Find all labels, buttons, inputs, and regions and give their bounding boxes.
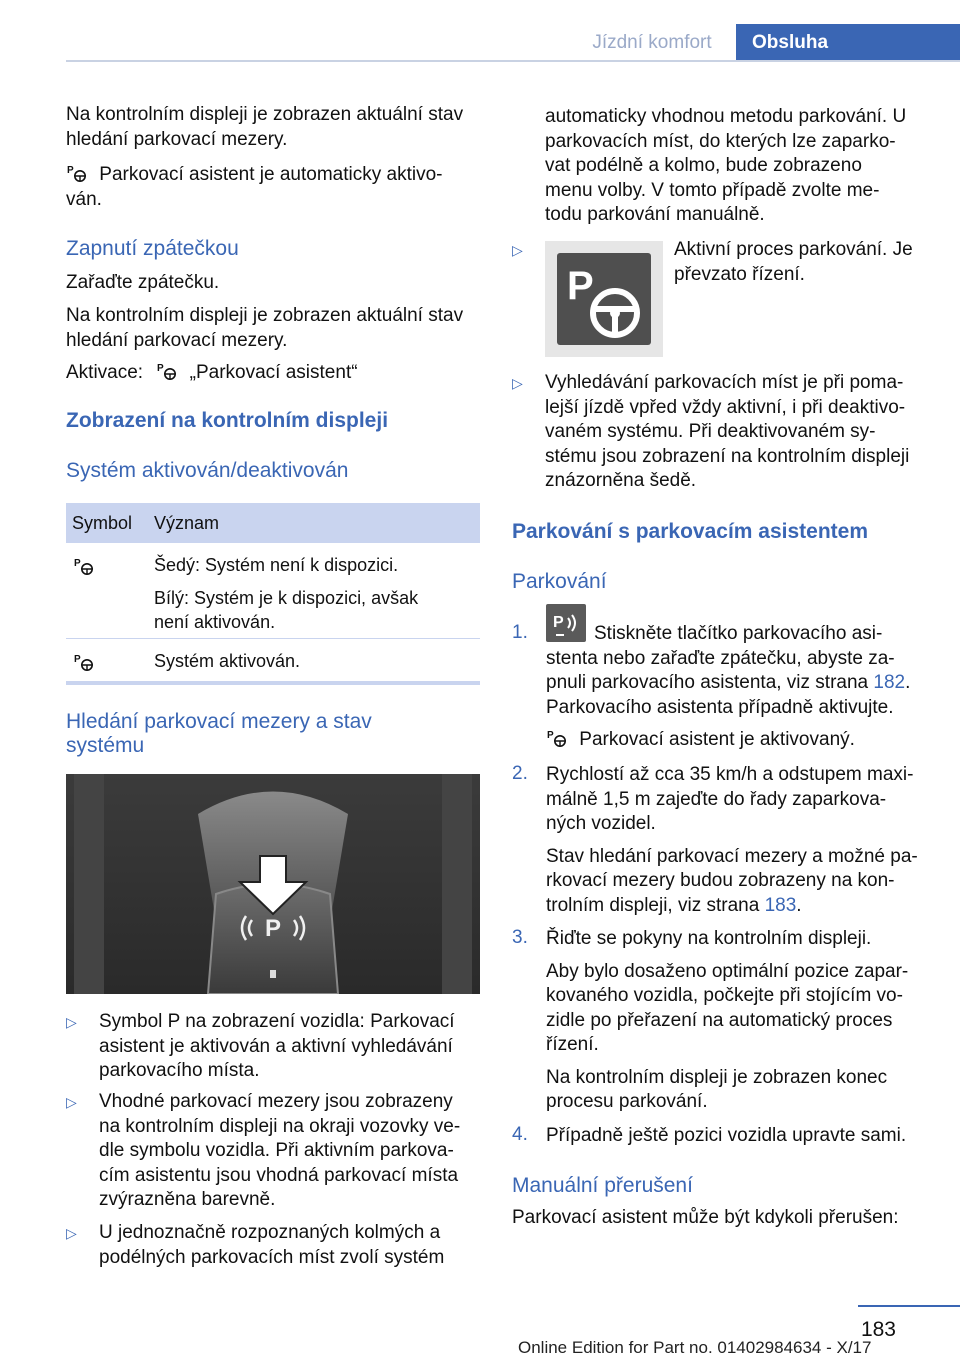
footer-edition: Online Edition for Part no. 01402984634 - X/17 — [518, 1338, 872, 1357]
text-line: Případně ještě pozici vozidla upravte sami. — [546, 1125, 907, 1146]
arrow-icon: ▷ — [66, 1225, 77, 1241]
text-line: asistent je aktivován a aktivní vyhledávání — [99, 1035, 453, 1057]
heading-reverse: Zapnutí zpátečkou — [66, 237, 239, 260]
parking-display-image — [66, 774, 480, 994]
text-line: vaném systému. Při deaktivovaném sy- — [545, 421, 876, 442]
text-line: Symbol P na zobrazení vozidla: Parkovací — [99, 1011, 455, 1032]
text-line: Na kontrolním displeji je zobrazen konec — [546, 1066, 888, 1088]
status-paragraph — [66, 103, 486, 152]
step-number: 4. — [512, 1124, 528, 1145]
text-line: Parkovací asistent je automaticky aktivo- — [99, 164, 443, 185]
text-line: dle symbolu vozidla. Při aktivním parkova- — [99, 1140, 454, 1161]
parking-assist-icon[interactable] — [156, 361, 178, 381]
list-item — [66, 1090, 486, 1221]
text-line: Stav hledání parkovací mezery a možné pa- — [546, 845, 918, 867]
text-line: Parkovacího asistenta případně aktivujte. — [546, 696, 894, 718]
heading-manual: Manuální přerušení — [512, 1174, 693, 1197]
text-line: Hledání parkovací mezery a stav — [66, 710, 372, 733]
text-line: ných vozidel. — [546, 813, 656, 834]
text-line: parkovacího místa. — [99, 1060, 260, 1081]
column-symbol: Symbol — [72, 513, 133, 533]
text-line: Řiďte se pokyny na kontrolním displeji. — [546, 928, 872, 949]
step-number: 3. — [512, 927, 528, 948]
svg-text:P: P — [67, 165, 74, 176]
svg-text:P: P — [567, 264, 594, 308]
heading-system: Systém aktivován/deaktivován — [66, 459, 349, 482]
text-line: není aktivován. — [154, 612, 276, 632]
text-line: menu volby. V tomto případě zvolte me- — [545, 179, 880, 201]
heading-parking: Parkování — [512, 570, 607, 593]
heading-search — [66, 710, 486, 758]
text-line: Aktivní proces parkování. Je — [674, 239, 913, 260]
text-line: zvýrazněna barevně. — [99, 1189, 276, 1210]
svg-text:P: P — [547, 730, 554, 741]
text-line: Parkovací asistent je aktivovaný. — [579, 729, 855, 750]
text-line: Na kontrolním displeji je zobrazen aktuální stav — [66, 104, 464, 125]
activation-line — [66, 361, 358, 386]
text-line: znázorněna šedě. — [545, 470, 697, 491]
text-line: Vyhledávání parkovacích míst je při poma- — [545, 372, 904, 393]
list-item — [66, 1221, 486, 1276]
tab-jizdni-komfort[interactable]: Jízdní komfort — [592, 32, 712, 53]
parking-assist-icon — [66, 163, 88, 183]
text-line: systému — [66, 734, 145, 757]
text-line: málně 1,5 m zajeďte do řady zaparkova- — [546, 788, 887, 810]
svg-text:P: P — [157, 363, 165, 374]
text-line: automaticky vhodnou metodu parkování. U — [545, 106, 907, 127]
page-link-183[interactable]: 183 — [764, 894, 797, 916]
text-line: Vhodné parkovací mezery jsou zobrazeny — [99, 1091, 453, 1112]
text-line: ván. — [66, 188, 102, 210]
table-cell: Systém aktivován. — [154, 651, 301, 671]
text-line: hledání parkovací mezery. — [66, 329, 288, 351]
text-line: cím asistentu jsou vhodná parkovací místa — [99, 1164, 459, 1186]
auto-active-paragraph — [66, 163, 486, 212]
step-number: 1. — [512, 622, 528, 643]
text-line: trolním displeji, viz strana — [546, 894, 765, 916]
text-line: pnuli parkovacího asistenta, viz strana — [546, 672, 874, 693]
text-line: parkovacích míst, do kterých lze zaparko- — [545, 130, 896, 152]
column-meaning: Význam — [154, 513, 220, 533]
arrow-icon: ▷ — [66, 1094, 77, 1110]
table-cell — [154, 553, 484, 635]
text-line: hledání parkovací mezery. — [66, 128, 288, 150]
activation-label: Aktivace: — [66, 362, 144, 383]
svg-text:P: P — [553, 614, 564, 631]
arrow-icon: ▷ — [512, 375, 523, 391]
text-line: stenta nebo zařaďte zpátečku, abyste za- — [546, 647, 895, 669]
text-line: Na kontrolním displeji je zobrazen aktuální stav — [66, 305, 464, 326]
text-line: zidle po přeřazení na automatický proces — [546, 1009, 893, 1031]
active-parking-steering-icon — [545, 241, 663, 357]
table-bottom-rule — [66, 681, 480, 685]
svg-text:P: P — [74, 558, 81, 569]
text-line: lejší jízdě vpřed vždy aktivní, i při deaktivo- — [545, 396, 906, 418]
text-line: převzato řízení. — [674, 263, 805, 285]
table-header — [66, 503, 480, 543]
list-item — [512, 238, 942, 358]
text-line: řízení. — [546, 1034, 599, 1055]
text-line: Šedý: Systém není k dispozici. — [154, 555, 399, 575]
bullet-list-left — [66, 1010, 486, 1276]
manual-paragraph: Parkovací asistent může být kdykoli přerušen: — [512, 1207, 899, 1228]
text-line: kovaného vozidla, počkejte při stojícím vo- — [546, 985, 903, 1006]
page-link-182[interactable]: 182 — [873, 672, 906, 693]
text-line: na kontrolním displeji na okraji vozovky ve- — [99, 1115, 461, 1137]
text-line: Rychlostí až cca 35 km/h a odstupem maxi- — [546, 764, 914, 785]
text-line: Aby bylo dosaženo optimální pozice zapar- — [546, 960, 909, 982]
text-line: podélných parkovacích míst zvolí systém — [99, 1246, 445, 1268]
heading-parking-assist: Parkování s parkovacím asistentem — [512, 520, 869, 543]
reverse-instruction: Zařaďte zpátečku. — [66, 272, 220, 293]
parking-assist-icon-active — [72, 652, 96, 672]
text-line: procesu parkování. — [546, 1091, 708, 1112]
text-line: Stiskněte tlačítko parkovacího asi- — [594, 623, 883, 644]
heading-display: Zobrazení na kontrolním displeji — [66, 409, 389, 432]
text-line: vat podélně a kolmo, bude zobrazeno — [545, 155, 862, 176]
tab-obsluha[interactable]: Obsluha — [736, 24, 960, 62]
text-line: stému jsou zobrazení na kontrolním displeji — [545, 445, 910, 467]
status-paragraph-2 — [66, 304, 486, 353]
text-line: todu parkování manuálně. — [545, 204, 765, 225]
text-line: Bílý: Systém je k dispozici, avšak — [154, 587, 419, 608]
continued-paragraph — [545, 105, 945, 228]
arrow-icon: ▷ — [512, 242, 523, 258]
car-p-symbol: P — [264, 915, 282, 942]
parking-assist-icon — [546, 728, 568, 748]
step-number: 2. — [512, 763, 528, 784]
table-divider — [66, 638, 480, 639]
list-item — [66, 1010, 486, 1090]
text-line: rkovací mezery budou zobrazeny na kon- — [546, 870, 895, 891]
activation-value: „Parkovací asistent“ — [189, 362, 358, 383]
header-rule — [66, 60, 960, 62]
footer-rule — [858, 1305, 960, 1307]
parking-assist-icon-grey — [72, 556, 96, 576]
text-line: U jednoznačně rozpoznaných kolmých a — [99, 1222, 441, 1243]
svg-text:P: P — [74, 654, 81, 665]
page-number: 183 — [860, 1318, 896, 1341]
arrow-icon: ▷ — [66, 1014, 77, 1030]
